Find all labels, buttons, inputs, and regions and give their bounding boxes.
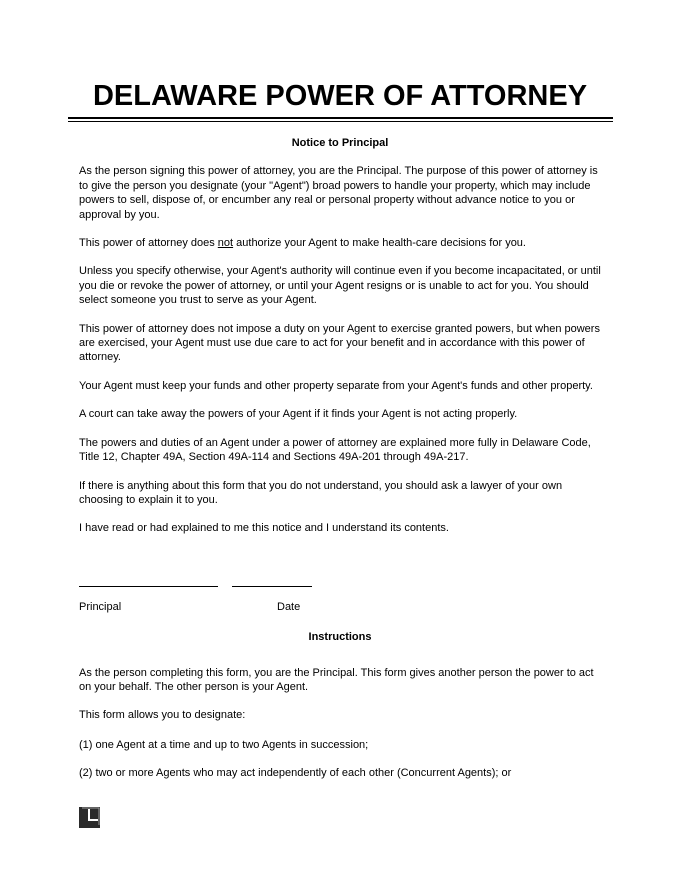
principal-label: Principal: [79, 600, 122, 613]
instructions-list-item-1: (1) one Agent at a time and up to two Agents in succession;: [79, 738, 369, 751]
instructions-paragraph-1: As the person completing this form, you are the Principal. This form gives another person the power to act on your behalf. The other person is your Agent.: [79, 666, 594, 693]
legal-templates-logo-icon: [79, 807, 100, 828]
notice-paragraph-5: Your Agent must keep your funds and other property separate from your Agent's funds and other property.: [79, 379, 593, 392]
principal-signature-line: [79, 586, 218, 587]
notice-paragraph-6: A court can take away the powers of your Agent if it finds your Agent is not acting properly.: [79, 408, 518, 421]
page-title: DELAWARE POWER OF ATTORNEY: [92, 80, 588, 112]
notice-acknowledgement: I have read or had explained to me this notice and I understand its contents.: [79, 522, 449, 535]
title-divider-bottom-line: [68, 121, 613, 122]
instructions-list-item-2: (2) two or more Agents who may act independently of each other (Concurrent Agents); or: [79, 767, 512, 780]
notice-paragraph-8: If there is anything about this form that you do not understand, you should ask a lawyer of your own choosing to explain it to you.: [79, 479, 563, 506]
date-signature-line: [232, 586, 312, 587]
signature-labels: [79, 600, 601, 614]
title-divider-top-line: [68, 117, 613, 119]
notice-paragraph-2-suffix: authorize your Agent to make health-care decisions for you.: [233, 237, 526, 250]
document-body: [0, 136, 680, 832]
instructions-paragraph-2: This form allows you to designate:: [79, 709, 246, 722]
notice-paragraph-2-underlined-word: not: [217, 237, 234, 250]
notice-paragraph-3: Unless you specify otherwise, your Agent's authority will continue even if you become incapacitated, or until you die or revoke the power of attorney, or until your Agent resigns or is unable to act for you. You should select someone you trust to serve as your Agent.: [79, 265, 601, 307]
date-label: Date: [277, 600, 301, 613]
notice-paragraph-7: The powers and duties of an Agent under a power of attorney are explained more fully in Delaware Code, Title 12, Chapter 49A, Section 49A-114 and Sections 49A-201 through 49A-217.: [79, 436, 591, 464]
notice-paragraph-2-prefix: This power of attorney does: [79, 237, 218, 250]
signature-lines: [79, 586, 601, 587]
notice-heading: Notice to Principal: [291, 137, 389, 149]
notice-paragraph-2: [79, 236, 601, 250]
notice-paragraph-4: This power of attorney does not impose a duty on your Agent to exercise granted powers, but when powers are exercised, your Agent must use due care to act for your benefit and in accordance with this power of attorney.: [79, 322, 600, 364]
notice-paragraph-1: As the person signing this power of attorney, you are the Principal. The purpose of this power of attorney is to give the person you designate (your "Agent") broad powers to handle your property, which may include powers to sell, dispose of, or encumber any real or personal property without advance notice to you or approval by you.: [79, 165, 598, 221]
instructions-heading: Instructions: [308, 631, 372, 644]
title-divider: [68, 117, 613, 122]
